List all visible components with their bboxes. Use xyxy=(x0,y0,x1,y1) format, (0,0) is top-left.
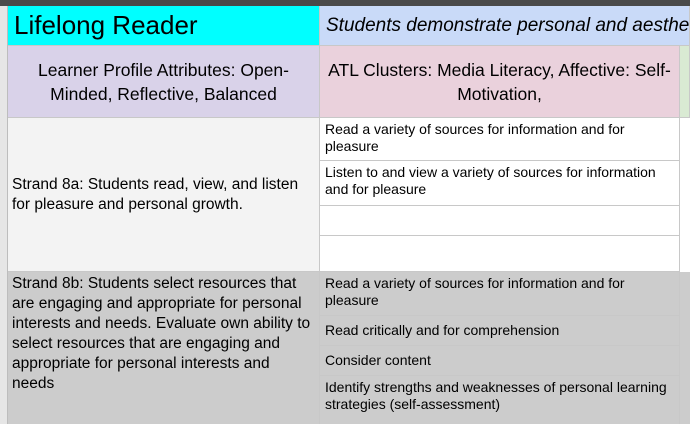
strand-8a-next-cell[interactable] xyxy=(680,118,690,272)
strand-8b-skill-2-cell[interactable] xyxy=(320,316,680,346)
learner-profile-header-cell[interactable] xyxy=(8,46,320,118)
strand-8a-skill-2: Listen to and view a variety of sources for information and for pleasure xyxy=(325,164,656,197)
strand-8b-skill-4: Identify strengths and weaknesses of personal learning strategies (self-assessment) xyxy=(325,379,667,412)
strand-8b-skill-1: Read a variety of sources for information and for pleasure xyxy=(325,275,625,308)
strand-8a-skill-3-cell[interactable] xyxy=(320,206,680,236)
strand-8a-text: Strand 8a: Students read, view, and listen for pleasure and personal growth. xyxy=(12,175,299,213)
strand-8b-skill-4-cell[interactable] xyxy=(320,376,680,424)
strand-8b-skill-3-cell[interactable] xyxy=(320,346,680,376)
strand-8a-skill-1: Read a variety of sources for information and for pleasure xyxy=(325,121,625,154)
title-cell[interactable] xyxy=(8,6,320,46)
strand-8b-skill-3: Consider content xyxy=(325,352,431,368)
strand-8b-skill-1-cell[interactable] xyxy=(320,272,680,316)
title-description: Students demonstrate personal and aesthe xyxy=(326,14,690,36)
page-title: Lifelong Reader xyxy=(14,10,198,40)
strand-8a-skill-2-cell[interactable] xyxy=(320,161,680,206)
strand-8a-skill-1-cell[interactable] xyxy=(320,118,680,161)
strand-8b-skill-2: Read critically and for comprehension xyxy=(325,322,560,338)
strand-8b-text: Strand 8b: Students select resources that are engaging and appropriate for personal interests and needs. Evaluate own ability to select resources that are engaging and appropriate for personal interests and needs xyxy=(12,275,311,392)
strand-8a-skill-4-cell[interactable] xyxy=(320,236,680,272)
strand-8a-cell[interactable] xyxy=(8,118,320,272)
strand-8b-next-cell[interactable] xyxy=(680,272,690,424)
title-description-cell[interactable] xyxy=(320,6,690,46)
learner-profile-header: Learner Profile Attributes: Open-Minded, Reflective, Balanced xyxy=(38,59,289,104)
row-header-strip xyxy=(0,6,8,424)
atl-clusters-header: ATL Clusters: Media Literacy, Affective: Self-Motivation, xyxy=(328,59,671,104)
strand-8b-cell[interactable] xyxy=(8,272,320,424)
atl-clusters-header-cell[interactable] xyxy=(320,46,680,118)
next-column-header-cell[interactable] xyxy=(680,46,690,118)
